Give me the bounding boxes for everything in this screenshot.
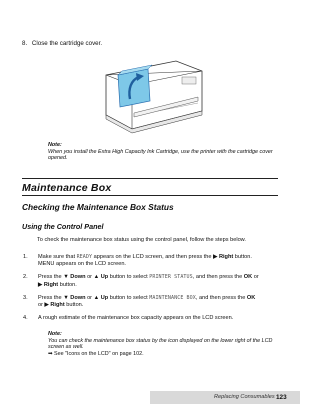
page-footer <box>150 391 300 404</box>
note-cartridge-cover <box>48 142 278 162</box>
list-item: 1. Make sure that READY appears on the LCD screen, and then press the ▶ Right button. MENU appears on the LCD screen. <box>23 254 252 268</box>
step-number: 8. <box>22 40 28 47</box>
note-text: When you install the Extra High Capacity Ink Cartridge, use the printer with the cartridge cover opened. <box>48 148 273 162</box>
arrow-icon: ➡ <box>48 350 53 357</box>
list-item: 4. A rough estimate of the maintenance box capacity appears on the LCD screen. <box>23 315 234 322</box>
subsubsection-title: Using the Control Panel <box>22 222 104 231</box>
procedure-steps <box>22 254 284 328</box>
page-number: 123 <box>276 393 287 401</box>
note-text: You can check the maintenance box status by the icon displayed on the lower right of the LCD screen as well. <box>48 337 273 351</box>
printer-cartridge-cover-illustration <box>98 53 208 139</box>
section-underline <box>22 195 278 196</box>
step-text: Close the cartridge cover. <box>31 40 103 47</box>
list-item: 3. Press the ▼ Down or ▲ Up button to select MAINTENANCE BOX, and then press the OK or ▶ Right button. <box>23 294 256 309</box>
note-label: Note: <box>48 142 62 148</box>
page-link[interactable]: See "Icons on the LCD" on page 102. <box>54 350 144 357</box>
section-title: Maintenance Box <box>22 182 112 194</box>
note-label: Note: <box>48 331 62 337</box>
note-link-line <box>48 351 280 358</box>
step-8 <box>22 40 102 47</box>
footer-section: Replacing Consumables <box>214 394 275 400</box>
subsection-title: Checking the Maintenance Box Status <box>22 202 174 212</box>
intro-text: To check the maintenance box status using the control panel, follow the steps below. <box>37 237 246 243</box>
list-item: 2. Press the ▼ Down or ▲ Up button to select PRINTER STATUS, and then press the OK or ▶ Right button. <box>23 274 259 288</box>
section-rule <box>22 178 278 179</box>
note-lcd-icon <box>48 331 280 357</box>
